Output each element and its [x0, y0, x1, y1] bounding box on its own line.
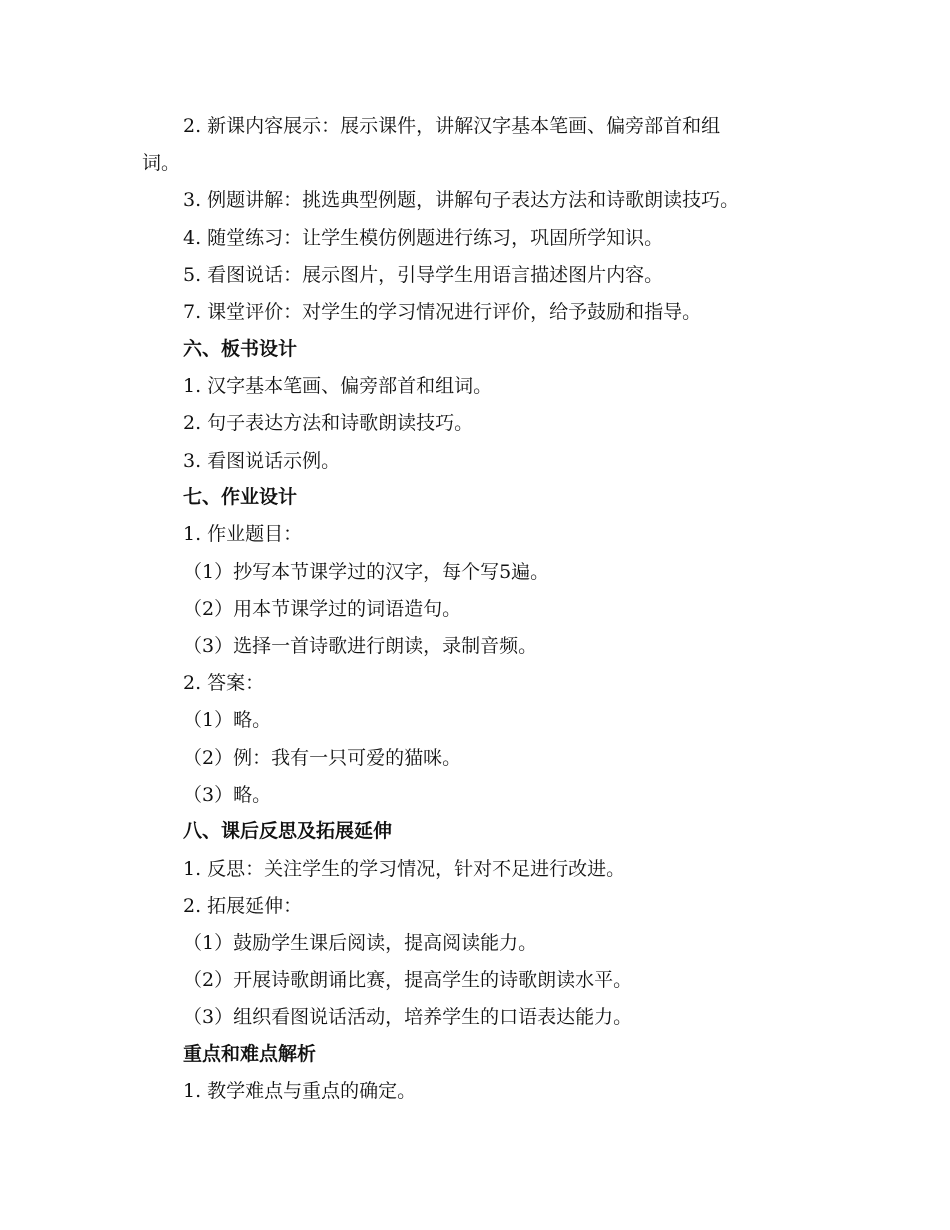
list-item: （3）选择一首诗歌进行朗读，录制音频。 [183, 635, 538, 657]
paragraph: 2. 新课内容展示：展示课件，讲解汉字基本笔画、偏旁部首和组 [183, 115, 721, 137]
paragraph: 1. 作业题目： [183, 523, 303, 545]
paragraph: 3. 看图说话示例。 [183, 450, 341, 472]
paragraph: 2. 答案： [183, 672, 265, 694]
list-item: （3）组织看图说话活动，培养学生的口语表达能力。 [183, 1006, 633, 1028]
paragraph: 4. 随堂练习：让学生模仿例题进行练习，巩固所学知识。 [183, 227, 664, 249]
paragraph: 1. 反思：关注学生的学习情况，针对不足进行改进。 [183, 858, 626, 880]
paragraph: 5. 看图说话：展示图片，引导学生用语言描述图片内容。 [183, 264, 664, 286]
paragraph-continuation: 词。 [142, 152, 181, 174]
paragraph: 1. 教学难点与重点的确定。 [183, 1080, 417, 1102]
paragraph: 2. 拓展延伸： [183, 895, 303, 917]
list-item: （2）例：我有一只可爱的猫咪。 [183, 747, 462, 769]
paragraph: 3. 例题讲解：挑选典型例题，讲解句子表达方法和诗歌朗读技巧。 [183, 189, 740, 211]
list-item: （1）鼓励学生课后阅读，提高阅读能力。 [183, 932, 538, 954]
paragraph: 1. 汉字基本笔画、偏旁部首和组词。 [183, 375, 493, 397]
list-item: （3）略。 [183, 784, 272, 806]
section-heading: 七、作业设计 [183, 486, 298, 508]
list-item: （1）抄写本节课学过的汉字，每个写5遍。 [183, 561, 550, 583]
list-item: （1）略。 [183, 709, 272, 731]
list-item: （2）开展诗歌朗诵比赛，提高学生的诗歌朗读水平。 [183, 969, 633, 991]
paragraph: 7. 课堂评价：对学生的学习情况进行评价，给予鼓励和指导。 [183, 301, 702, 323]
list-item: （2）用本节课学过的词语造句。 [183, 598, 462, 620]
section-heading: 重点和难点解析 [183, 1043, 317, 1065]
section-heading: 八、课后反思及拓展延伸 [183, 820, 393, 842]
paragraph: 2. 句子表达方法和诗歌朗读技巧。 [183, 412, 474, 434]
section-heading: 六、板书设计 [183, 338, 298, 360]
